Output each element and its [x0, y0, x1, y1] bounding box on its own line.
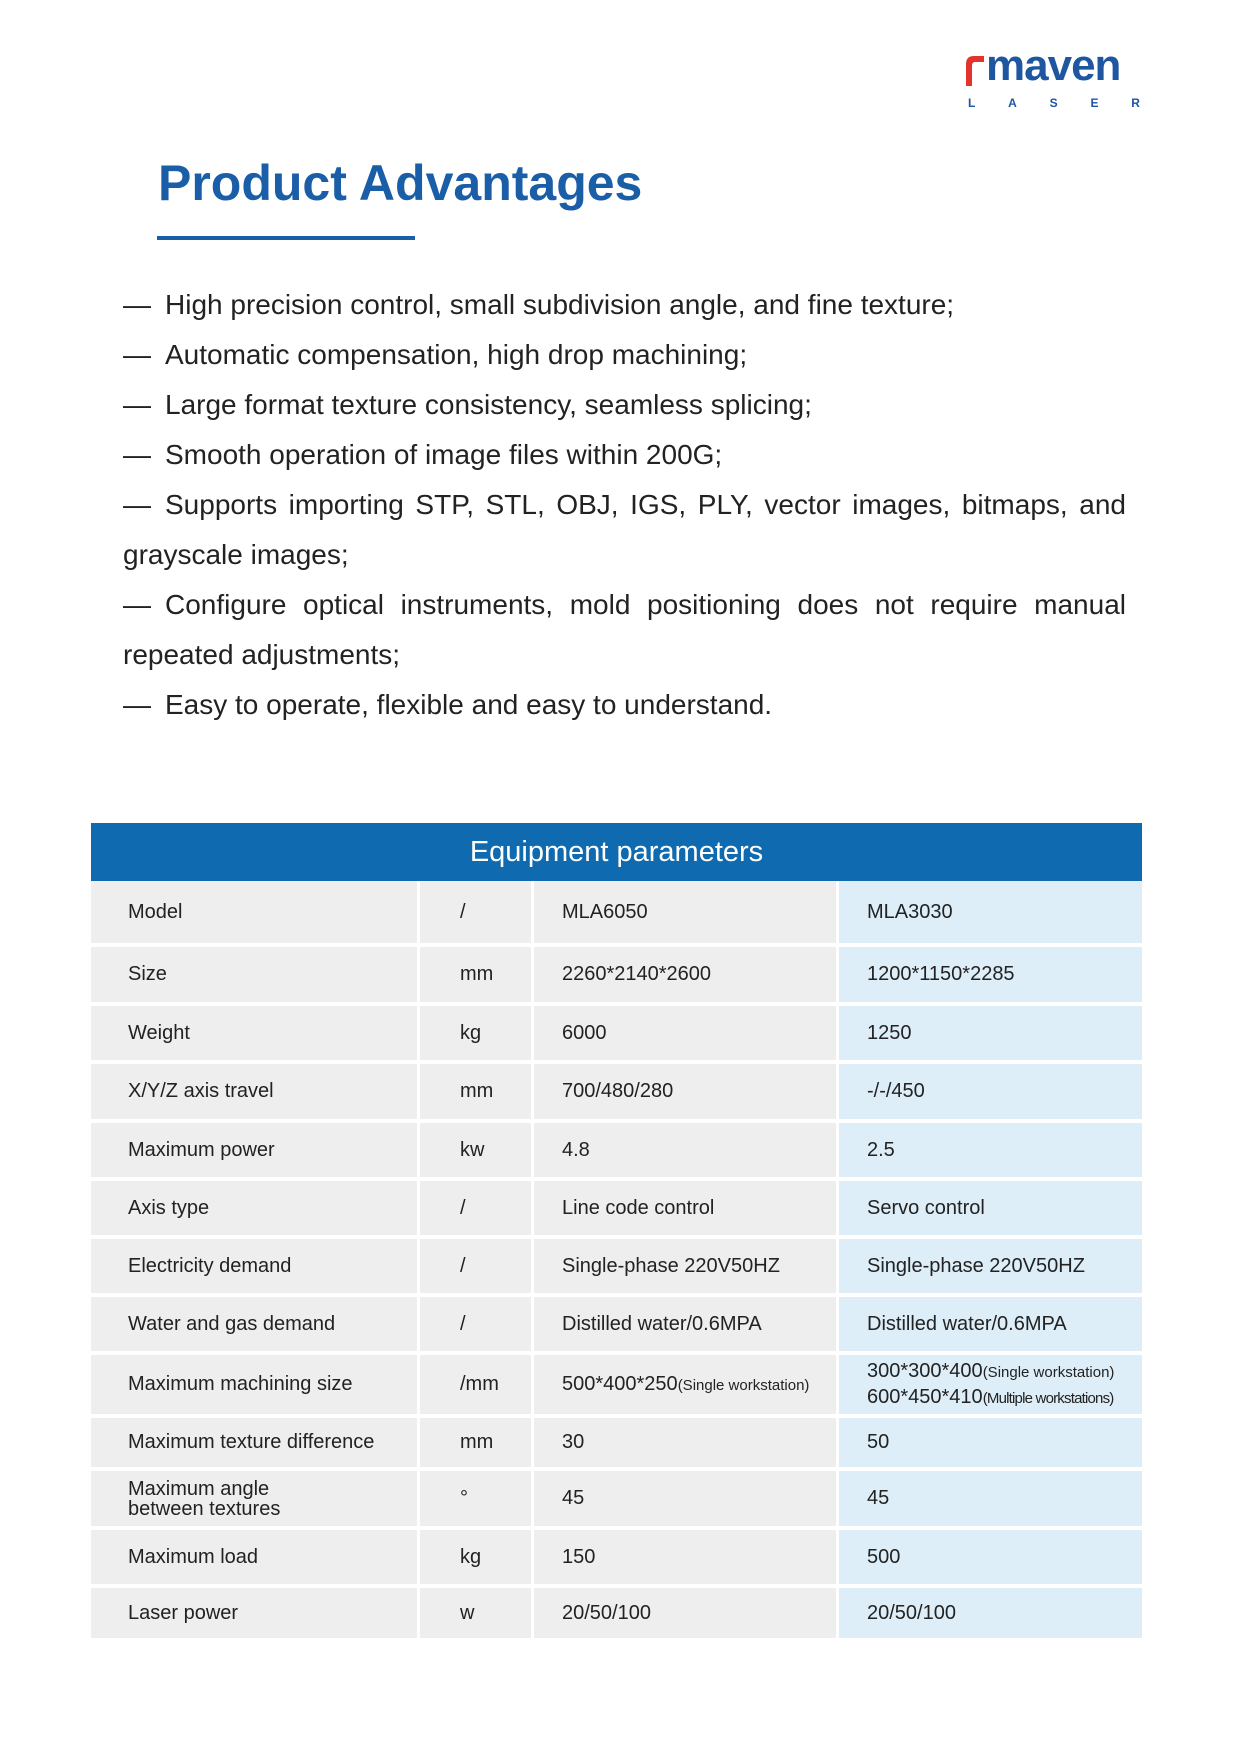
param-unit: kg: [417, 1006, 531, 1064]
param-value-a: 4.8: [531, 1123, 836, 1181]
param-value-a: 700/480/280: [531, 1064, 836, 1123]
table-row: [91, 1006, 1142, 1064]
dash-bullet: —: [123, 339, 151, 370]
list-item: [123, 430, 1126, 480]
param-value-a: 20/50/100: [531, 1588, 836, 1642]
param-label: Water and gas demand: [91, 1297, 417, 1355]
logo-m-accent-icon: [964, 54, 986, 86]
param-value-b: 50: [836, 1418, 1142, 1471]
param-value-a: Line code control: [531, 1181, 836, 1239]
advantage-text: Configure optical instruments, mold positioning does not require manual repeated adjustments;: [123, 589, 1126, 670]
param-unit: /mm: [417, 1355, 531, 1418]
param-unit: mm: [417, 1418, 531, 1471]
param-label: [91, 1471, 417, 1530]
param-label: Size: [91, 947, 417, 1006]
value-main: 500*400*250: [562, 1373, 678, 1395]
param-value-b: -/-/450: [836, 1064, 1142, 1123]
value-note: (Single workstation): [677, 1377, 810, 1394]
list-item: [123, 580, 1126, 680]
param-unit: w: [417, 1588, 531, 1642]
param-value-a: 2260*2140*2600: [531, 947, 836, 1006]
logo-letter: L: [968, 96, 976, 110]
param-unit: kw: [417, 1123, 531, 1181]
param-value-a: [531, 1355, 836, 1418]
param-value-b: 1200*1150*2285: [836, 947, 1142, 1006]
equipment-parameters-table: [91, 823, 1142, 1642]
table-title: Equipment parameters: [91, 823, 1142, 881]
param-value-a: Single-phase 220V50HZ: [531, 1239, 836, 1297]
param-value-b: 45: [836, 1471, 1142, 1530]
param-value-a: 150: [531, 1530, 836, 1588]
table-row: [91, 1297, 1142, 1355]
title-underline: [157, 236, 415, 240]
param-value-b: 2.5: [836, 1123, 1142, 1181]
value-line: [867, 1385, 1142, 1411]
logo-wordmark: maven: [986, 41, 1121, 90]
param-unit: kg: [417, 1530, 531, 1588]
advantage-text: Large format texture consistency, seamless splicing;: [165, 389, 812, 420]
param-label: Laser power: [91, 1588, 417, 1642]
logo-letter: S: [1049, 96, 1058, 110]
param-label: X/Y/Z axis travel: [91, 1064, 417, 1123]
value-main: 600*450*410: [867, 1385, 983, 1408]
table-header-row: [91, 823, 1142, 881]
param-label: Model: [91, 881, 417, 947]
table-row: [91, 1418, 1142, 1471]
dash-bullet: —: [123, 689, 151, 720]
advantage-text: Easy to operate, flexible and easy to understand.: [165, 689, 773, 720]
param-value-a: 6000: [531, 1006, 836, 1064]
label-line: between textures: [128, 1497, 281, 1520]
param-value-b: [836, 1355, 1142, 1418]
param-label: Maximum machining size: [91, 1355, 417, 1418]
dash-bullet: —: [123, 289, 151, 320]
dash-bullet: —: [123, 439, 151, 470]
param-value-b: Distilled water/0.6MPA: [836, 1297, 1142, 1355]
dash-bullet: —: [123, 589, 151, 620]
advantage-text: High precision control, small subdivision angle, and fine texture;: [165, 289, 955, 320]
param-value-a: 45: [531, 1471, 836, 1530]
param-value-a: MLA6050: [531, 881, 836, 947]
list-item: [123, 480, 1126, 580]
param-value-b: Servo control: [836, 1181, 1142, 1239]
table-row: [91, 1588, 1142, 1642]
list-item: [123, 280, 1126, 330]
param-label: Maximum load: [91, 1530, 417, 1588]
param-unit: °: [417, 1471, 531, 1530]
label-line: Maximum angle: [128, 1477, 270, 1500]
brand-logo: [964, 41, 1140, 112]
param-label: Axis type: [91, 1181, 417, 1239]
logo-letter: A: [1008, 96, 1017, 110]
logo-letter: R: [1131, 96, 1140, 110]
param-value-b: 500: [836, 1530, 1142, 1588]
param-label: Maximum power: [91, 1123, 417, 1181]
param-label: Maximum texture difference: [91, 1418, 417, 1471]
table-row: [91, 947, 1142, 1006]
table-row: [91, 1181, 1142, 1239]
list-item: [123, 680, 1126, 730]
param-unit: /: [417, 1181, 531, 1239]
param-value-b: 20/50/100: [836, 1588, 1142, 1642]
param-value-b: 1250: [836, 1006, 1142, 1064]
value-main: 300*300*400: [867, 1359, 983, 1382]
list-item: [123, 380, 1126, 430]
param-label: Weight: [91, 1006, 417, 1064]
advantage-text: Supports importing STP, STL, OBJ, IGS, PLY, vector images, bitmaps, and grayscale images;: [123, 489, 1126, 570]
table-row: [91, 1123, 1142, 1181]
table-row: [91, 1530, 1142, 1588]
advantage-text: Smooth operation of image files within 200G;: [165, 439, 723, 470]
param-value-a: 30: [531, 1418, 836, 1471]
param-unit: mm: [417, 947, 531, 1006]
param-unit: /: [417, 1239, 531, 1297]
list-item: [123, 330, 1126, 380]
logo-letter: E: [1090, 96, 1099, 110]
dash-bullet: —: [123, 489, 151, 520]
page-title: Product Advantages: [158, 155, 643, 211]
value-line: [867, 1359, 1142, 1385]
param-unit: /: [417, 1297, 531, 1355]
table-row: [91, 1064, 1142, 1123]
param-value-b: MLA3030: [836, 881, 1142, 947]
value-note: (Multiple workstations): [982, 1389, 1114, 1407]
advantage-text: Automatic compensation, high drop machining;: [165, 339, 748, 370]
param-unit: mm: [417, 1064, 531, 1123]
table-row: [91, 1355, 1142, 1418]
table-row: [91, 1471, 1142, 1530]
table-row: [91, 1239, 1142, 1297]
param-value-a: Distilled water/0.6MPA: [531, 1297, 836, 1355]
dash-bullet: —: [123, 389, 151, 420]
table-row: [91, 881, 1142, 947]
value-note: (Single workstation): [982, 1363, 1115, 1381]
param-value-b: Single-phase 220V50HZ: [836, 1239, 1142, 1297]
param-unit: /: [417, 881, 531, 947]
param-label: Electricity demand: [91, 1239, 417, 1297]
logo-subtext: [968, 96, 1140, 110]
advantages-list: [123, 280, 1126, 730]
